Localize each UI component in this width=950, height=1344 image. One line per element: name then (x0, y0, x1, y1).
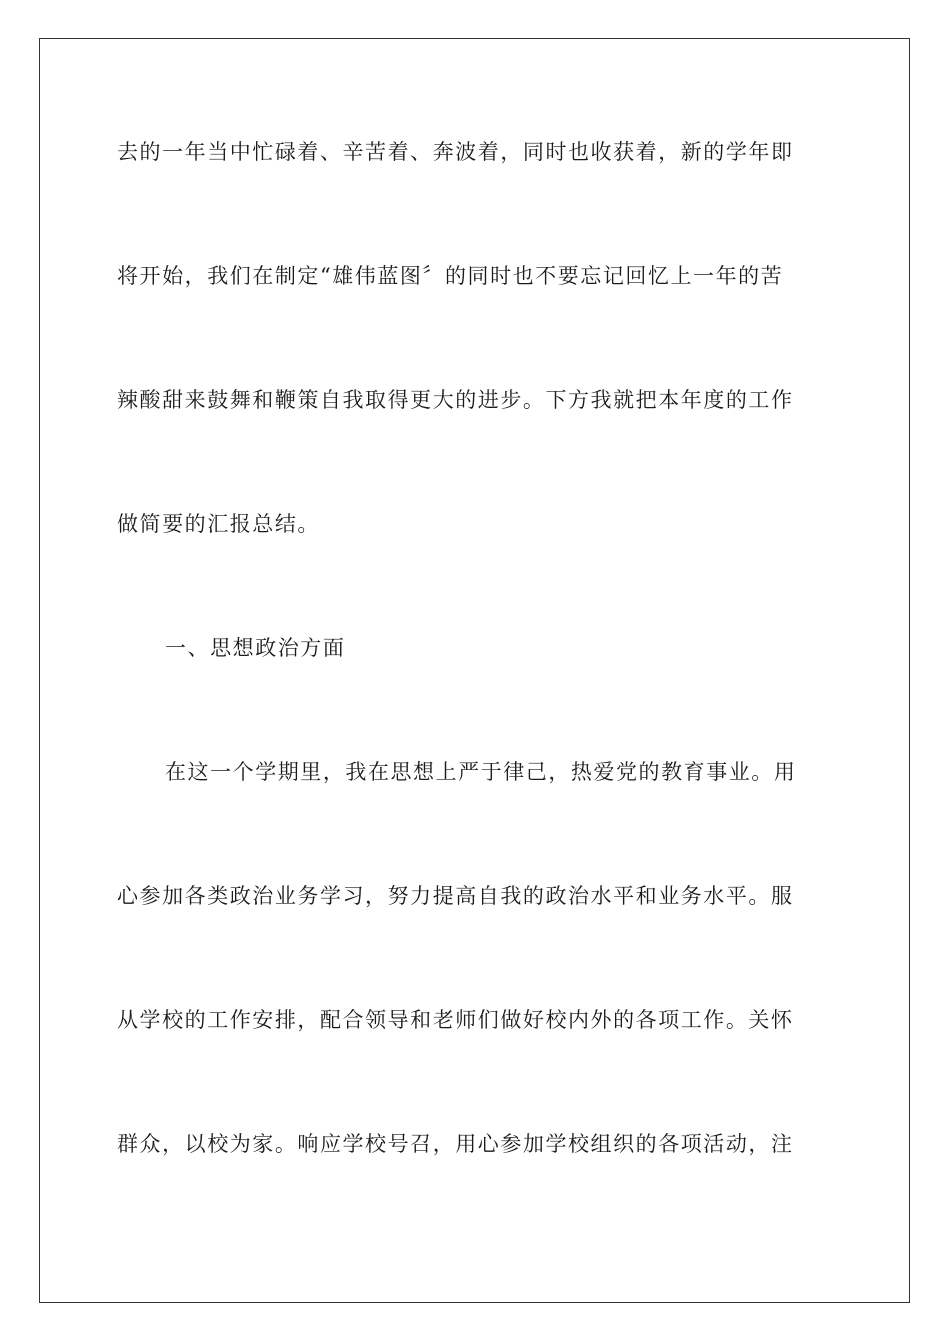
paragraph-line: 心参加各类政治业务学习，努力提高自我的政治水平和业务水平。服 (117, 884, 794, 908)
paragraph-line: 在这一个学期里，我在思想上严于律己，热爱党的教育事业。用 (165, 760, 797, 784)
page-border (39, 38, 910, 1303)
paragraph-line: 做简要的汇报总结。 (117, 512, 320, 536)
paragraph-line: 将开始，我们在制定“雄伟蓝图〞的同时也不要忘记回忆上一年的苦 (117, 264, 784, 288)
paragraph-line: 群众，以校为家。响应学校号召，用心参加学校组织的各项活动，注 (117, 1132, 794, 1156)
paragraph-line: 辣酸甜来鼓舞和鞭策自我取得更大的进步。下方我就把本年度的工作 (117, 388, 794, 412)
section-heading: 一、思想政治方面 (165, 636, 346, 660)
paragraph-line: 从学校的工作安排，配合领导和老师们做好校内外的各项工作。关怀 (117, 1008, 794, 1032)
paragraph-line: 去的一年当中忙碌着、辛苦着、奔波着，同时也收获着，新的学年即 (117, 140, 794, 164)
